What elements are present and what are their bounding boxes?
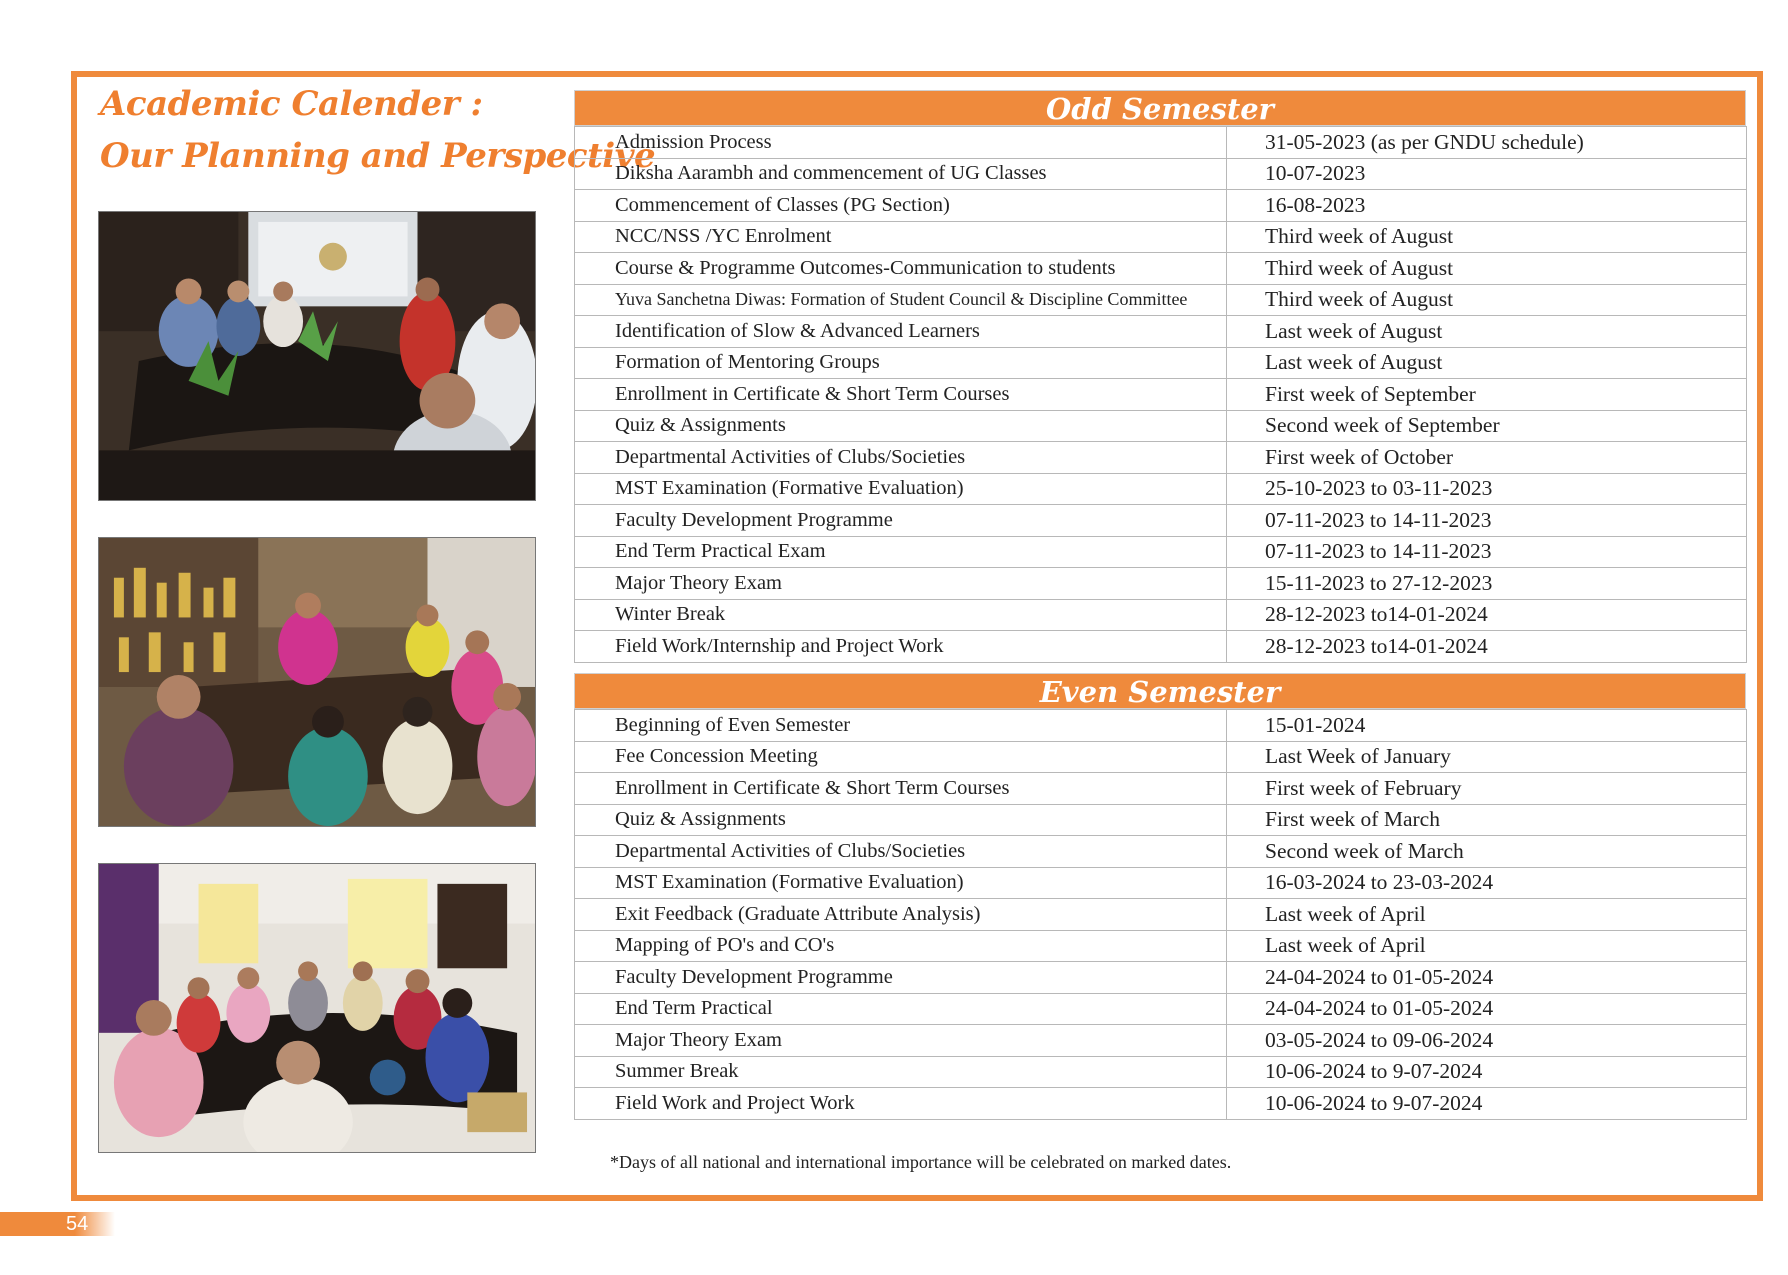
activity-cell: NCC/NSS /YC Enrolment xyxy=(575,221,1227,253)
table-row xyxy=(575,158,1747,190)
activity-cell: Identification of Slow & Advanced Learners xyxy=(575,316,1227,348)
table-row xyxy=(575,536,1747,568)
table-row xyxy=(575,804,1747,836)
date-cell: Third week of August xyxy=(1227,253,1747,285)
activity-cell: Departmental Activities of Clubs/Societies xyxy=(575,442,1227,474)
table-row xyxy=(575,741,1747,773)
activity-cell: Faculty Development Programme xyxy=(575,505,1227,537)
activity-cell: Course & Programme Outcomes-Communication to students xyxy=(575,253,1227,285)
table-row xyxy=(575,379,1747,411)
date-cell: 31-05-2023 (as per GNDU schedule) xyxy=(1227,127,1747,159)
activity-cell: Enrollment in Certificate & Short Term Courses xyxy=(575,773,1227,805)
activity-cell: Beginning of Even Semester xyxy=(575,710,1227,742)
activity-cell: Yuva Sanchetna Diwas: Formation of Student Council & Discipline Committee xyxy=(575,284,1227,316)
activity-cell: Exit Feedback (Graduate Attribute Analysis) xyxy=(575,899,1227,931)
meeting-photo-2 xyxy=(98,537,536,827)
activity-cell: End Term Practical Exam xyxy=(575,536,1227,568)
table-row xyxy=(575,599,1747,631)
table-row xyxy=(575,347,1747,379)
meeting-photo-1 xyxy=(98,211,536,501)
date-cell: Last week of August xyxy=(1227,316,1747,348)
activity-cell: End Term Practical xyxy=(575,993,1227,1025)
activity-cell: Commencement of Classes (PG Section) xyxy=(575,190,1227,222)
date-cell: Third week of August xyxy=(1227,284,1747,316)
page-number: 54 xyxy=(0,1212,115,1236)
date-cell: Second week of March xyxy=(1227,836,1747,868)
activity-cell: Major Theory Exam xyxy=(575,1025,1227,1057)
table-row xyxy=(575,127,1747,159)
activity-cell: Quiz & Assignments xyxy=(575,804,1227,836)
page-subtitle: Our Planning and Perspective xyxy=(100,136,656,176)
date-cell: First week of October xyxy=(1227,442,1747,474)
table-row xyxy=(575,836,1747,868)
activity-cell: Enrollment in Certificate & Short Term Courses xyxy=(575,379,1227,411)
activity-cell: Field Work and Project Work xyxy=(575,1088,1227,1120)
even-semester-table xyxy=(574,709,1747,1120)
date-cell: First week of September xyxy=(1227,379,1747,411)
date-cell: 28-12-2023 to14-01-2024 xyxy=(1227,631,1747,663)
date-cell: Last week of April xyxy=(1227,930,1747,962)
footnote: *Days of all national and international importance will be celebrated on marked dates. xyxy=(610,1152,1232,1172)
table-row xyxy=(575,505,1747,537)
odd-semester-table xyxy=(574,126,1747,663)
table-row xyxy=(575,410,1747,442)
table-row xyxy=(575,316,1747,348)
activity-cell: Diksha Aarambh and commencement of UG Classes xyxy=(575,158,1227,190)
table-row xyxy=(575,930,1747,962)
date-cell: 07-11-2023 to 14-11-2023 xyxy=(1227,536,1747,568)
table-row xyxy=(575,1025,1747,1057)
table-row xyxy=(575,253,1747,285)
table-row xyxy=(575,1088,1747,1120)
date-cell: Third week of August xyxy=(1227,221,1747,253)
activity-cell: MST Examination (Formative Evaluation) xyxy=(575,473,1227,505)
activity-cell: Field Work/Internship and Project Work xyxy=(575,631,1227,663)
activity-cell: Quiz & Assignments xyxy=(575,410,1227,442)
table-row xyxy=(575,993,1747,1025)
table-row xyxy=(575,962,1747,994)
activity-cell: MST Examination (Formative Evaluation) xyxy=(575,867,1227,899)
date-cell: Last Week of January xyxy=(1227,741,1747,773)
activity-cell: Mapping of PO's and CO's xyxy=(575,930,1227,962)
date-cell: 10-07-2023 xyxy=(1227,158,1747,190)
table-row xyxy=(575,1056,1747,1088)
table-row xyxy=(575,631,1747,663)
meeting-photo-3 xyxy=(98,863,536,1153)
date-cell: 03-05-2024 to 09-06-2024 xyxy=(1227,1025,1747,1057)
date-cell: Last week of August xyxy=(1227,347,1747,379)
table-row xyxy=(575,442,1747,474)
activity-cell: Admission Process xyxy=(575,127,1227,159)
date-cell: 07-11-2023 to 14-11-2023 xyxy=(1227,505,1747,537)
activity-cell: Fee Concession Meeting xyxy=(575,741,1227,773)
page-title: Academic Calender : xyxy=(100,84,483,124)
even-semester-header: Even Semester xyxy=(574,673,1746,709)
date-cell: 25-10-2023 to 03-11-2023 xyxy=(1227,473,1747,505)
activity-cell: Faculty Development Programme xyxy=(575,962,1227,994)
date-cell: Second week of September xyxy=(1227,410,1747,442)
odd-semester-header: Odd Semester xyxy=(574,90,1746,126)
table-row xyxy=(575,221,1747,253)
table-row xyxy=(575,568,1747,600)
table-row xyxy=(575,710,1747,742)
date-cell: 16-08-2023 xyxy=(1227,190,1747,222)
activity-cell: Major Theory Exam xyxy=(575,568,1227,600)
table-row xyxy=(575,473,1747,505)
activity-cell: Departmental Activities of Clubs/Societies xyxy=(575,836,1227,868)
date-cell: 10-06-2024 to 9-07-2024 xyxy=(1227,1088,1747,1120)
date-cell: First week of March xyxy=(1227,804,1747,836)
table-row xyxy=(575,773,1747,805)
activity-cell: Winter Break xyxy=(575,599,1227,631)
table-row xyxy=(575,899,1747,931)
table-row xyxy=(575,867,1747,899)
date-cell: 15-11-2023 to 27-12-2023 xyxy=(1227,568,1747,600)
date-cell: 24-04-2024 to 01-05-2024 xyxy=(1227,962,1747,994)
activity-cell: Summer Break xyxy=(575,1056,1227,1088)
activity-cell: Formation of Mentoring Groups xyxy=(575,347,1227,379)
table-row xyxy=(575,284,1747,316)
date-cell: Last week of April xyxy=(1227,899,1747,931)
date-cell: 28-12-2023 to14-01-2024 xyxy=(1227,599,1747,631)
date-cell: 15-01-2024 xyxy=(1227,710,1747,742)
date-cell: First week of February xyxy=(1227,773,1747,805)
table-row xyxy=(575,190,1747,222)
date-cell: 24-04-2024 to 01-05-2024 xyxy=(1227,993,1747,1025)
date-cell: 16-03-2024 to 23-03-2024 xyxy=(1227,867,1747,899)
date-cell: 10-06-2024 to 9-07-2024 xyxy=(1227,1056,1747,1088)
